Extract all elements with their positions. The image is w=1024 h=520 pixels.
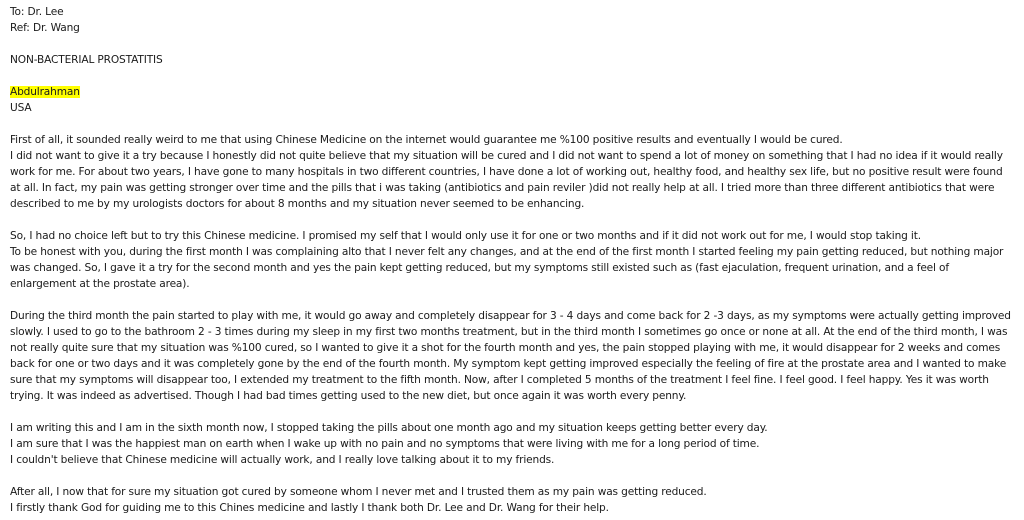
paragraph-4-line-1: I am writing this and I am in the sixth month now, I stopped taking the pills about one month ago and my situation keeps getting better every day. bbox=[10, 422, 768, 434]
condition-title: NON-BACTERIAL PROSTATITIS bbox=[10, 54, 163, 66]
paragraph-5-line-1: After all, I now that for sure my situation got cured by someone whom I never met and I trusted them as my pain was getting reduced. bbox=[10, 486, 707, 498]
paragraph-4-line-2: I am sure that I was the happiest man on earth when I wake up with no pain and no symptoms that were living with me for a long period of time. bbox=[10, 438, 760, 450]
spacer bbox=[10, 404, 1016, 420]
paragraph-5-line-2: I firstly thank God for guiding me to this Chines medicine and lastly I thank both Dr. Lee and Dr. Wang for their help. bbox=[10, 502, 609, 514]
paragraph-2-line-2: To be honest with you, during the first month I was complaining alto that I never felt any changes, and at the end of the first month I started feeling my pain getting reduced, but nothing major was changed. So, I gave it a try for the second month and yes the pain kept getting reduced, but my symptoms still existed such as (fast ejaculation, frequent urination, and a feel of enlargement at the prostate area). bbox=[10, 246, 1004, 290]
spacer bbox=[10, 116, 1016, 132]
paragraph-1-line-1: First of all, it sounded really weird to me that using Chinese Medicine on the internet would guarantee me %100 positive results and eventually I would be cured. bbox=[10, 134, 843, 146]
spacer bbox=[10, 36, 1016, 52]
reference-line: Ref: Dr. Wang bbox=[10, 22, 80, 34]
paragraph-3: During the third month the pain started to play with me, it would go away and completely disappear for 3 - 4 days and come back for 2 -3 days, as my symptoms were actually getting improved slowly. I used to go to the bathroom 2 - 3 times during my sleep in my first two months treatment, but in the third month I sometimes go once or none at all. At the end of the third month, I was not really quite sure that my situation was %100 cured, so I wanted to give it a shot for the fourth month and yes, the pain stopped playing with me, it would disappear for 2 weeks and comes back for one or two days and it was completely gone by the end of the fourth month. My symptom kept getting improved especially the feeling of fire at the prostate area and I wanted to make sure that my symptoms will disappear too, I extended my treatment to the fifth month. Now, after I completed 5 months of the treatment I feel fine. I feel good. I feel happy. Yes it was worth trying. It was indeed as advertised. Though I had bad times getting used to the new diet, but once again it was worth every penny. bbox=[10, 310, 1011, 402]
patient-name-line bbox=[10, 84, 1016, 100]
patient-country: USA bbox=[10, 102, 32, 114]
spacer bbox=[10, 68, 1016, 84]
patient-name: Abdulrahman bbox=[10, 86, 80, 98]
spacer bbox=[10, 468, 1016, 484]
paragraph-4-line-3: I couldn't believe that Chinese medicine will actually work, and I really love talking about it to my friends. bbox=[10, 454, 555, 466]
paragraph-2-line-1: So, I had no choice left but to try this Chinese medicine. I promised my self that I would only use it for one or two months and if it did not work out for me, I would stop taking it. bbox=[10, 230, 921, 242]
spacer bbox=[10, 292, 1016, 308]
recipient-line: To: Dr. Lee bbox=[10, 6, 64, 18]
paragraph-1-line-2: I did not want to give it a try because I honestly did not quite believe that my situation will be cured and I did not want to spend a lot of money on something that I had no idea if it would really work for me. For about two years, I have gone to many hospitals in two different countries, I have done a lot of working out, healthy food, and healthy sex life, but no positive result were found at all. In fact, my pain was getting stronger over time and the pills that i was taking (antibiotics and pain reviler )did not really help at all. I tried more than three different antibiotics that were described to me by my urologists doctors for about 8 months and my situation never seemed to be enhancing. bbox=[10, 150, 1003, 210]
spacer bbox=[10, 212, 1016, 228]
